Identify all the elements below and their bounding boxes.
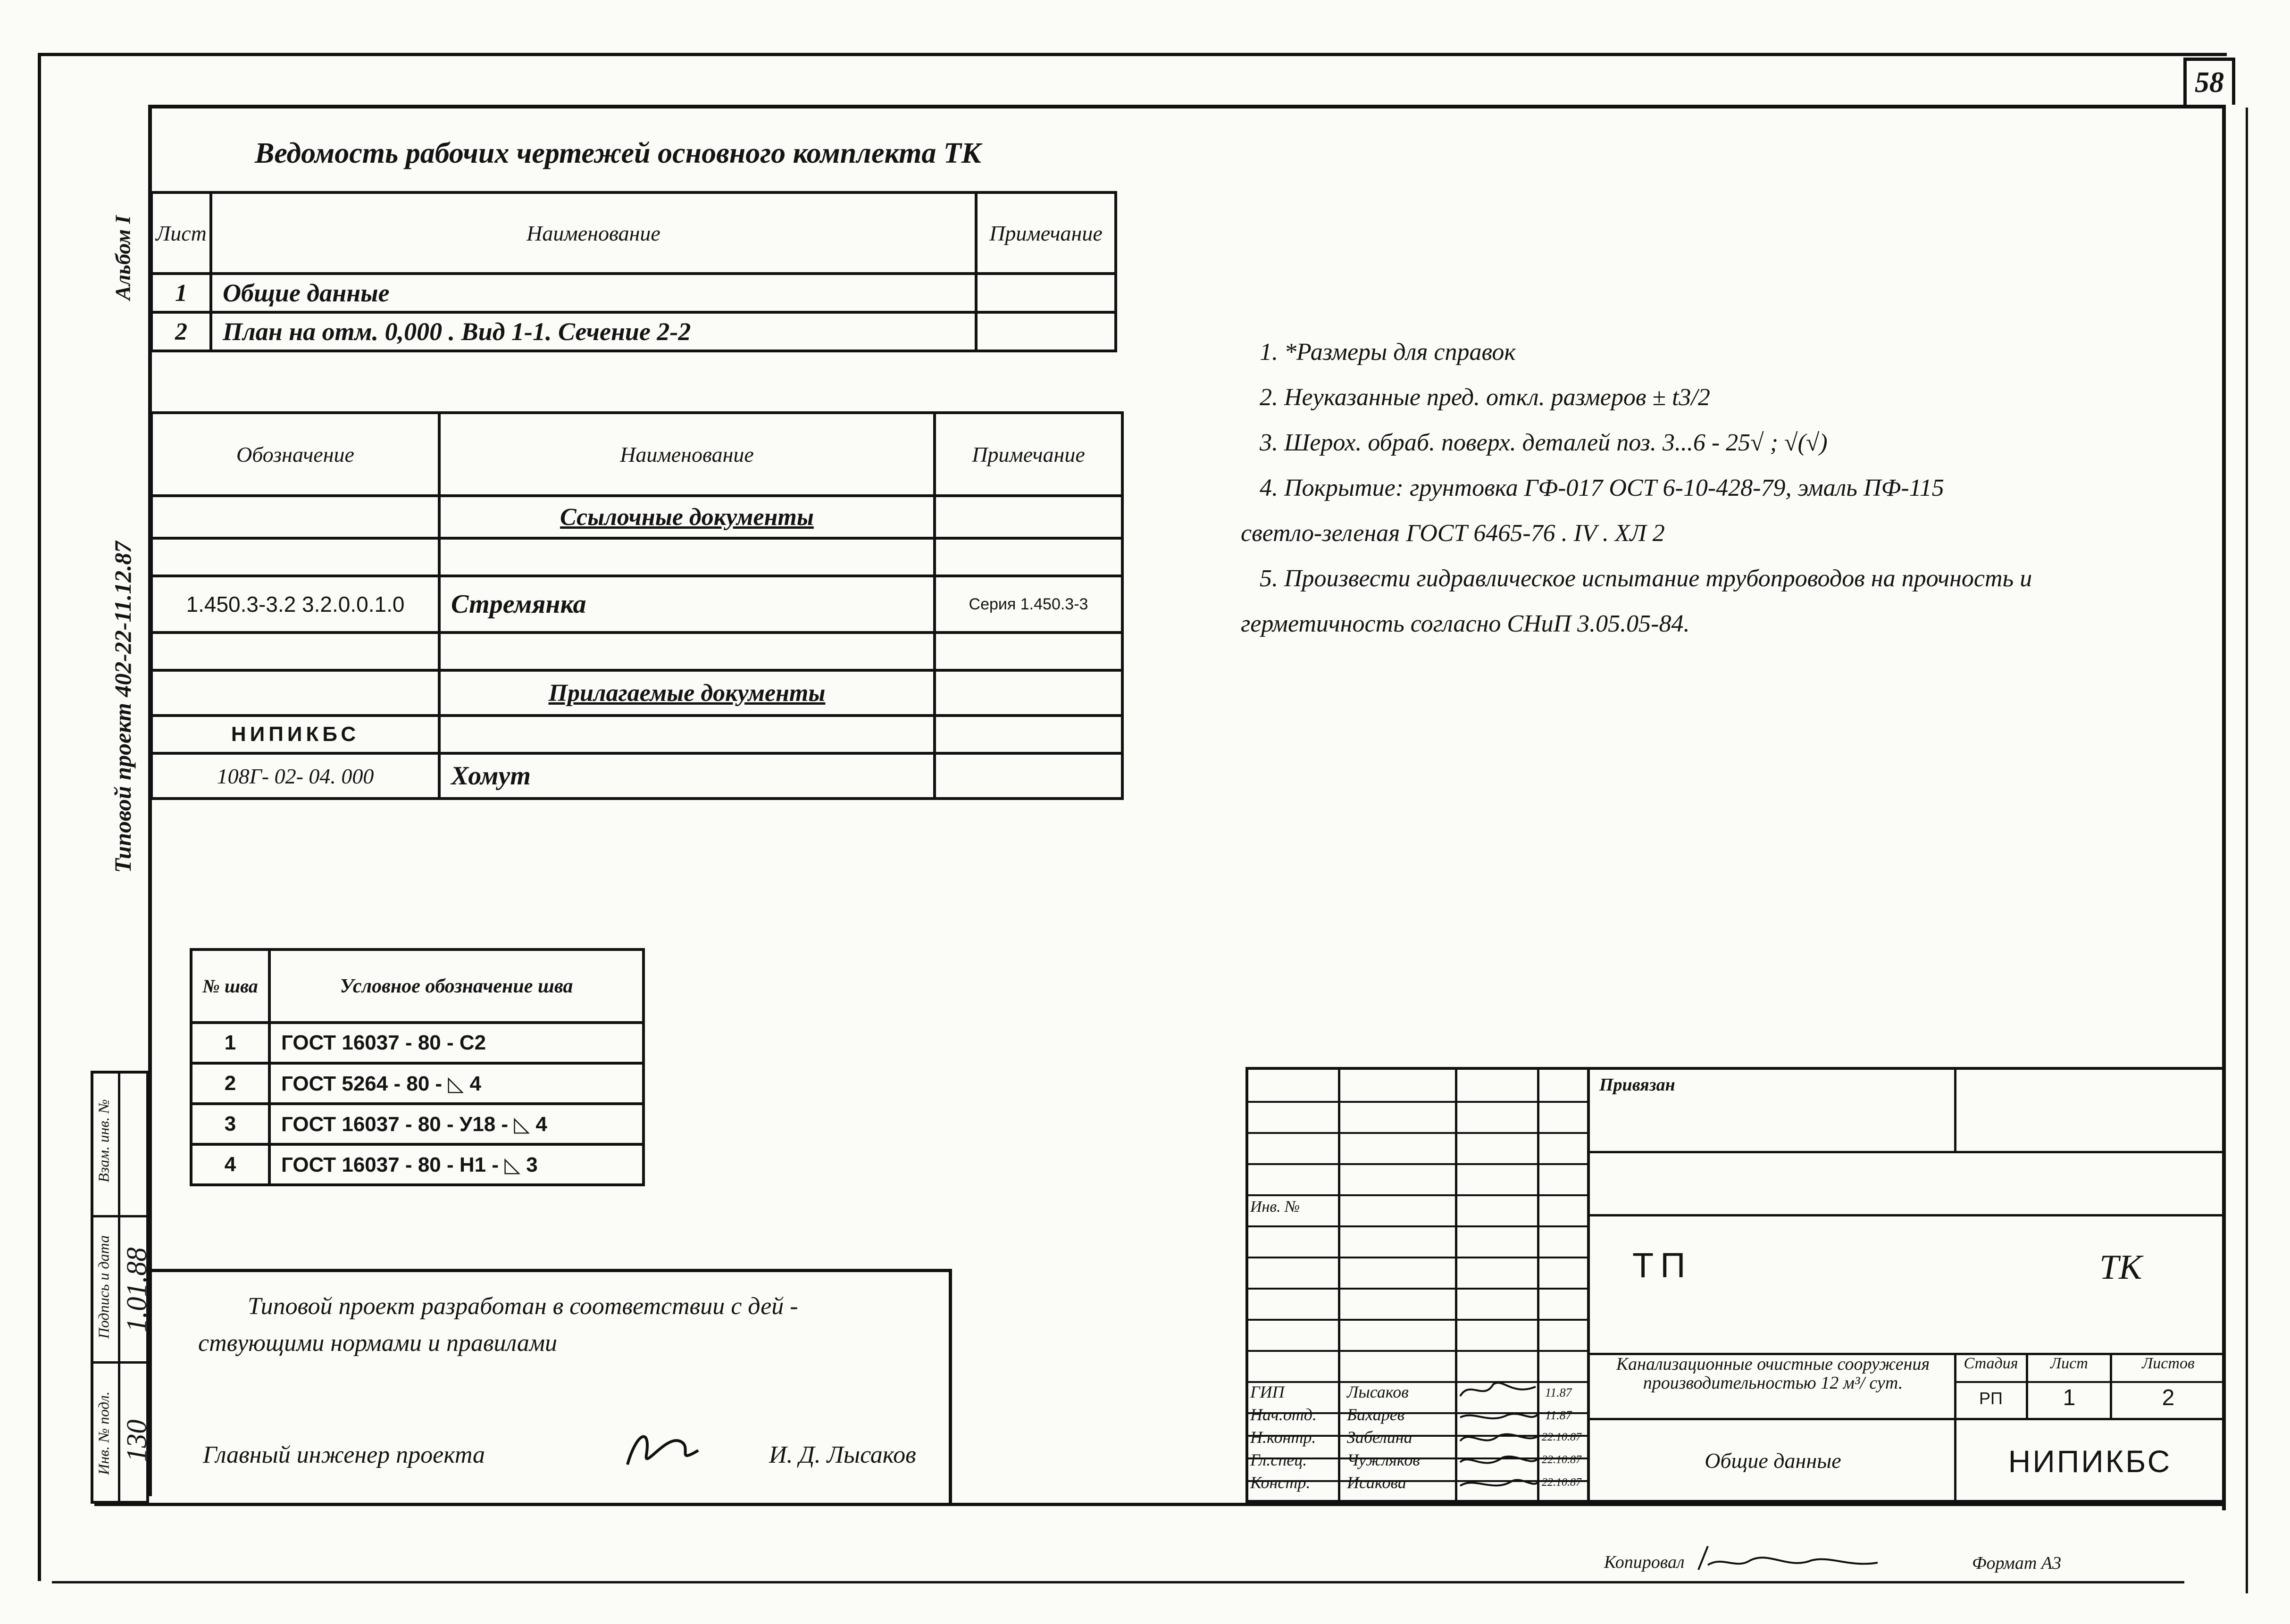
note-1: 1. *Размеры для справок bbox=[1260, 339, 1516, 366]
sheet-header: Лист bbox=[2050, 1355, 2088, 1372]
person-name: Лысаков bbox=[1347, 1382, 1409, 1401]
documents-table bbox=[150, 411, 1124, 800]
album-label: Альбом I bbox=[110, 215, 135, 300]
note-3: 3. Шерох. обраб. поверх. деталей поз. 3...6 - 25√ ; √(√) bbox=[1260, 429, 1828, 456]
stage-value: РП bbox=[1979, 1389, 2003, 1408]
row-name: План на отм. 0,000 . Вид 1-1. Сечение 2-2 bbox=[211, 312, 976, 351]
person-date: 22.10.87 bbox=[1542, 1476, 1581, 1489]
col-note-header: Примечание bbox=[976, 192, 1116, 274]
person-role: Н.контр. bbox=[1250, 1428, 1316, 1447]
person-name: Исакова bbox=[1347, 1473, 1406, 1492]
note-5-cont: герметичность согласно СНиП 3.05.05-84. bbox=[1241, 610, 1690, 637]
ref-code: 1.450.3-3.2 3.2.0.0.1.0 bbox=[151, 576, 439, 633]
person-date: 11.87 bbox=[1545, 1408, 1572, 1422]
person-role: Констр. bbox=[1250, 1473, 1311, 1492]
att-code: 108Г- 02- 04. 000 bbox=[151, 753, 439, 799]
person-role: Гл.спец. bbox=[1250, 1450, 1307, 1469]
note-4: 4. Покрытие: грунтовка ГФ-017 ОСТ 6-10-428-79, эмаль ПФ-115 bbox=[1260, 475, 1944, 501]
weld-desc-header: Условное обозначение шва bbox=[269, 949, 644, 1023]
person-role: ГИП bbox=[1250, 1382, 1285, 1401]
stage-header: Стадия bbox=[1964, 1355, 2018, 1372]
person-role: Нач.отд. bbox=[1250, 1405, 1317, 1424]
ref-section-title: Ссылочные документы bbox=[439, 496, 935, 538]
sheet-number: 58 bbox=[2195, 67, 2224, 99]
drawings-table bbox=[150, 191, 1117, 352]
chief-signature bbox=[618, 1422, 712, 1479]
sheet-number-box bbox=[2183, 58, 2235, 105]
sheets-header: Листов bbox=[2142, 1355, 2195, 1372]
table-row bbox=[191, 1023, 644, 1063]
sheets-value: 2 bbox=[2162, 1385, 2175, 1410]
notes-block bbox=[1241, 334, 2032, 651]
org-name: НИПИКБС bbox=[2008, 1444, 2172, 1479]
tp-label: ТП bbox=[1632, 1246, 1692, 1285]
table-row bbox=[151, 753, 1122, 799]
vzam-label: Взам. инв. № bbox=[95, 1099, 112, 1183]
outer-frame-top bbox=[38, 53, 2227, 56]
row-note bbox=[976, 312, 1116, 351]
person-date: 22.10.87 bbox=[1542, 1454, 1581, 1466]
person-date: 11.87 bbox=[1545, 1386, 1572, 1399]
weld-no: 1 bbox=[191, 1023, 269, 1063]
row-name: Общие данные bbox=[211, 274, 976, 312]
weld-desc: ГОСТ 5264 - 80 - ◺ 4 bbox=[269, 1063, 644, 1104]
table-row bbox=[151, 312, 1116, 351]
row-note bbox=[976, 274, 1116, 312]
table-row bbox=[191, 1144, 644, 1185]
outer-frame-right bbox=[2246, 108, 2248, 1593]
weld-no: 2 bbox=[191, 1063, 269, 1104]
prisvyazan-label: Привязан bbox=[1599, 1075, 1675, 1095]
tk-label: ТК bbox=[2099, 1248, 2142, 1287]
format-label: Формат А3 bbox=[1972, 1553, 2062, 1573]
welds-table bbox=[190, 948, 645, 1186]
statement-line-1: Типовой проект разработан в соответствии с дей - bbox=[248, 1293, 798, 1320]
copier-signature bbox=[1694, 1541, 1882, 1579]
person-name: Чужляков bbox=[1347, 1450, 1420, 1469]
note-4-cont: светло-зеленая ГОСТ 6465-76 . IV . ХЛ 2 bbox=[1241, 520, 1665, 547]
table-row bbox=[191, 1063, 644, 1104]
weld-desc: ГОСТ 16037 - 80 - С2 bbox=[269, 1023, 644, 1063]
copied-label: Копировал bbox=[1604, 1552, 1685, 1572]
doc-name: Общие данные bbox=[1705, 1449, 1841, 1473]
note-5: 5. Произвести гидравлическое испытание трубопроводов на прочность и bbox=[1260, 565, 2032, 592]
outer-frame-bottom bbox=[52, 1581, 2184, 1583]
att-org: НИПИКБС bbox=[151, 716, 439, 753]
weld-desc: ГОСТ 16037 - 80 - Н1 - ◺ 3 bbox=[269, 1144, 644, 1185]
inv-value: 130 bbox=[121, 1419, 152, 1462]
inv-no-label: Инв. № bbox=[1250, 1198, 1300, 1216]
ref-name: Стремянка bbox=[439, 576, 935, 633]
inner-frame-top bbox=[150, 105, 2226, 108]
weld-no: 3 bbox=[191, 1104, 269, 1144]
col-sheet-header: Лист bbox=[151, 192, 211, 274]
weld-no: 4 bbox=[191, 1144, 269, 1185]
weld-desc: ГОСТ 16037 - 80 - У18 - ◺ 4 bbox=[269, 1104, 644, 1144]
att-note bbox=[935, 753, 1122, 799]
table-row bbox=[151, 576, 1122, 633]
object-name: Канализационные очистные сооружения производительностью 12 м³/ сут. bbox=[1616, 1354, 1930, 1393]
sheet-value: 1 bbox=[2063, 1385, 2076, 1410]
col-name-header: Наименование bbox=[439, 413, 935, 496]
inv-label: Инв. № подл. bbox=[95, 1391, 112, 1475]
person-name: Забелина bbox=[1347, 1428, 1412, 1447]
page-title: Ведомость рабочих чертежей основного комплекта ТК bbox=[255, 137, 981, 169]
outer-frame-left bbox=[38, 53, 41, 1581]
project-label: Типовой проект 402-22-11.12.87 bbox=[109, 541, 136, 873]
row-sheet: 2 bbox=[151, 312, 211, 351]
chief-engineer-label: Главный инженер проекта bbox=[203, 1441, 485, 1468]
table-row bbox=[151, 274, 1116, 312]
att-section-title: Прилагаемые документы bbox=[439, 670, 935, 716]
row-sheet: 1 bbox=[151, 274, 211, 312]
col-note-header: Примечание bbox=[935, 413, 1122, 496]
sign-value: 1.01.88 bbox=[121, 1247, 152, 1333]
note-2: 2. Неуказанные пред. откл. размеров ± t3/2 bbox=[1260, 384, 1710, 411]
signatures bbox=[1455, 1377, 1545, 1500]
ref-note: Серия 1.450.3-3 bbox=[935, 576, 1122, 633]
person-date: 22.10.87 bbox=[1542, 1431, 1581, 1443]
col-name-header: Наименование bbox=[211, 192, 976, 274]
person-name: Бахарев bbox=[1347, 1405, 1405, 1424]
chief-engineer-name: И. Д. Лысаков bbox=[769, 1441, 916, 1468]
weld-no-header: № шва bbox=[191, 949, 269, 1023]
sign-label: Подпись и дата bbox=[95, 1235, 112, 1339]
statement-line-2: ствующими нормами и правилами bbox=[198, 1330, 558, 1357]
att-name: Хомут bbox=[439, 753, 935, 799]
col-designation-header: Обозначение bbox=[151, 413, 439, 496]
table-row bbox=[191, 1104, 644, 1144]
